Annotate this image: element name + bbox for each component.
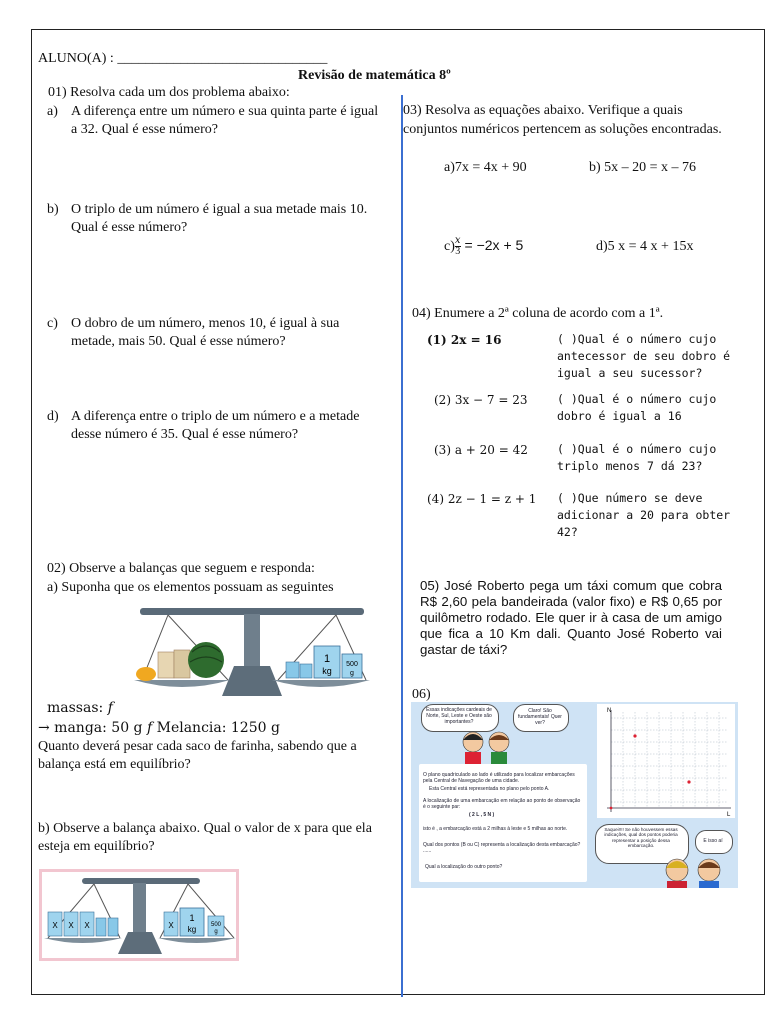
q03-c-denominator: 3 xyxy=(455,246,461,258)
q02-b-question: b) Observe a balança abaixo. Qual o valor de x para que ela esteja em equilíbrio? xyxy=(38,821,372,854)
q04-right-2[interactable]: ( )Qual é o número cujo dobro é igual a 16 xyxy=(557,392,717,423)
weight-icon xyxy=(300,664,312,678)
q06-p3: A localização de uma embarcação em relação ao ponto de observação é o seguinte par: xyxy=(423,798,581,810)
q01-c-text: O dobro de um número, menos 10, é igual à sua metade, mais 50. Qual é esse número? xyxy=(71,316,340,349)
q03-c-numerator: x xyxy=(454,235,461,247)
one-kg-unit: kg xyxy=(187,925,197,934)
x-label: X xyxy=(84,921,90,930)
one-kg-number: 1 xyxy=(189,913,195,923)
q05-text: 05) José Roberto pega um táxi comum que cobra R$ 2,60 pela bandeirada (valor fixo) e R$ 0,65 por quilômetro rodado. Ele quer ir à casa de um amigo que fica a 10 Km dali. Quanto José Roberto vai gastar de táxi? xyxy=(420,578,722,657)
point-c-marker xyxy=(687,780,690,783)
one-kg-number: 1 xyxy=(323,653,331,665)
q06-p2: Esta Central está representada no plano pelo ponto A. xyxy=(429,786,550,792)
one-kg-unit: kg xyxy=(322,666,332,676)
q06-kids-illustration-2 xyxy=(657,852,735,888)
q06-kids-illustration-1 xyxy=(457,728,517,764)
500g-unit: g xyxy=(214,929,218,935)
balance-scale-illustration-1 xyxy=(128,600,374,700)
q04-intro: 04) Enumere a 2ª coluna de acordo com a 1ª. xyxy=(412,306,664,321)
q06-p6: Qual a localização do outro ponto? xyxy=(425,864,503,870)
flour-bag-icon xyxy=(158,652,174,678)
q03-intro: 03) Resolva as equações abaixo. Verifique a quais conjuntos numéricos pertencem as soluções encontradas. xyxy=(403,103,722,137)
weight-icon xyxy=(286,662,299,678)
q04-right-4[interactable]: ( )Que número se deve adicionar a 20 para obter 42? xyxy=(557,491,731,539)
q01-d-letter: d) xyxy=(47,409,59,424)
q04-left-4: (4) 2z − 1 = z + 1 xyxy=(427,492,537,506)
q06-p5: Qual dos pontos (B ou C) representa a localização desta embarcação? ...... xyxy=(423,842,581,854)
balance-scale-illustration-2 xyxy=(42,872,236,958)
q01-d-text: A diferença entre o triplo de um número e a metade desse número é 35. Qual é esse número? xyxy=(71,409,360,442)
q06-illustration xyxy=(411,702,738,888)
q04-left-3: (3) a + 20 = 42 xyxy=(434,443,528,457)
q03-d: d)5 x = 4 x + 15x xyxy=(596,239,694,254)
q02-masses-line: → manga: 50 g 𝑓 Melancia: 1250 g xyxy=(38,720,280,736)
axis-l-label: L xyxy=(727,812,731,818)
q06-p1: O plano quadriculado ao lado é utilizado para localizar embarcações pela Central de Navegação de uma cidade. xyxy=(423,772,575,784)
q06-coordinate-grid xyxy=(597,704,735,818)
q02-a-line: a) Suponha que os elementos possuam as seguintes xyxy=(47,580,334,595)
point-a-marker xyxy=(610,807,613,810)
q03-c-prefix: c) xyxy=(444,239,455,254)
page-title: Revisão de matemática 8º xyxy=(298,68,451,83)
q06-bubble-4-text: E isso aí xyxy=(703,838,723,844)
q01-a-text: A diferença entre um número e sua quinta parte é igual a 32. Qual é esse número? xyxy=(71,104,379,137)
q03-c-rest: = −2x + 5 xyxy=(464,237,524,253)
q04-left-2: (2) 3x − 7 = 23 xyxy=(434,393,528,407)
q03-c xyxy=(444,236,523,257)
point-b-marker xyxy=(633,734,636,737)
mango-icon xyxy=(136,667,156,681)
column-divider xyxy=(401,95,403,997)
q06-label: 06) xyxy=(412,687,431,702)
q04-right-1[interactable]: ( )Qual é o número cujo antecessor de seu dobro é igual a seu sucessor? xyxy=(557,332,731,380)
flour-bag-icon xyxy=(174,650,190,678)
500g-number: 500 xyxy=(346,661,358,668)
weight-icon xyxy=(96,918,106,936)
x-label: X xyxy=(52,921,58,930)
500g-number: 500 xyxy=(210,922,222,928)
q04-left-1: (1) 2x = 16 xyxy=(427,333,502,347)
q06-bubble-3-text: Saquei!!!! Se não houvessem essas indicações, qual dos pontos poderia representar a posição dessa embarcação. xyxy=(604,827,678,849)
x-label: X xyxy=(68,921,74,930)
student-name-field[interactable]: ALUNO(A) : ______________________________ xyxy=(38,51,328,66)
q02-intro: 02) Observe a balanças que seguem e responda: xyxy=(47,561,315,576)
q06-p4: isto é , a embarcação está a 2 milhas à leste e 5 milhas ao norte. xyxy=(423,826,568,832)
q03-a: a)7x = 4x + 90 xyxy=(444,160,527,175)
q04-right-3[interactable]: ( )Qual é o número cujo triplo menos 7 dá 23? xyxy=(557,442,717,473)
q06-bubble-1-text: Essas indicações cardeais de Norte, Sul, Leste e Oeste são importantes? xyxy=(426,707,492,725)
q01-intro: 01) Resolva cada um dos problema abaixo: xyxy=(48,85,290,100)
q06-bubble-2-text: Claro! São fundamentais! Quer ver? xyxy=(518,708,562,726)
q02-massas: massas: 𝑓 xyxy=(47,700,113,716)
weight-icon xyxy=(108,918,118,936)
q01-a-letter: a) xyxy=(47,104,58,119)
q01-b-letter: b) xyxy=(47,202,59,217)
x-label: X xyxy=(168,921,174,930)
q01-c-letter: c) xyxy=(47,316,58,331)
500g-unit: g xyxy=(350,670,354,677)
q03-c-fraction xyxy=(455,236,461,257)
q03-b: b) 5x – 20 = x – 76 xyxy=(589,160,697,175)
q02-a-question: Quanto deverá pesar cada saco de farinha, sabendo que a balança está em equilíbrio? xyxy=(38,739,357,772)
q06-pair: ( 2 L , 5 N ) xyxy=(469,812,495,818)
axis-n-label: N xyxy=(607,708,612,714)
q01-b-text: O triplo de um número é igual a sua metade mais 10. Qual é esse número? xyxy=(71,202,368,235)
